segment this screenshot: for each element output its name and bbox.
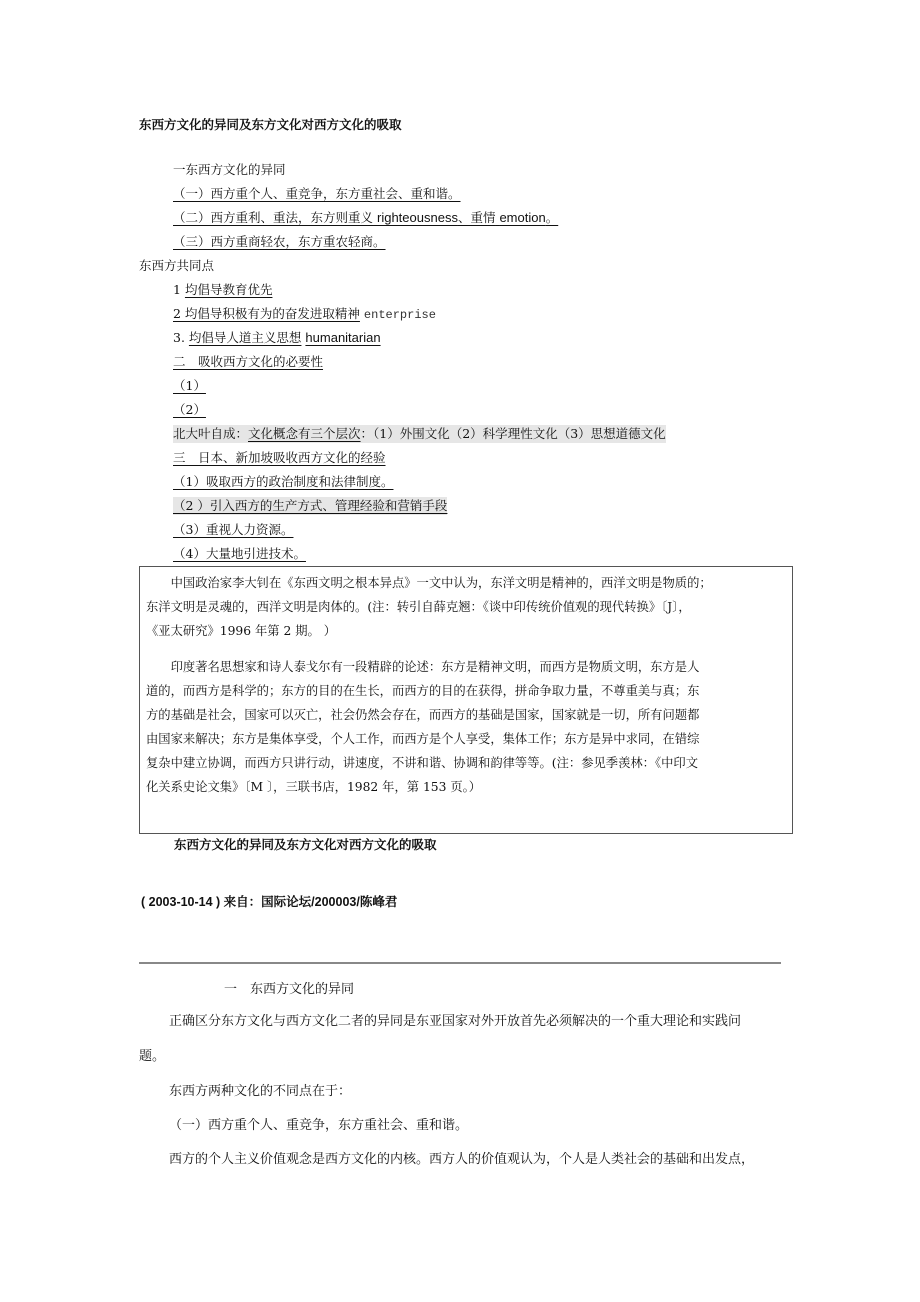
quote-line: 《亚太研究》1996 年第 2 期。 ） — [146, 624, 337, 638]
section-heading: 一 东西方文化的异同 — [224, 982, 355, 997]
quote-line: 印度著名思想家和诗人泰戈尔有一段精辟的论述：东方是精神文明，而西方是物质文明，东方是人 — [146, 660, 700, 674]
list-item: （二）西方重利、重法，东方则重义 righteousness、重情 emotion。 — [173, 210, 559, 225]
section-heading: 东西方共同点 — [139, 258, 215, 273]
list-item: （2） — [173, 402, 206, 417]
list-item: 3. 均倡导人道主义思想 humanitarian — [173, 330, 381, 345]
list-item: 1 均倡导教育优先 — [173, 282, 273, 297]
quote-line: 由国家来解决；东方是集体享受，个人工作，而西方是个人享受，集体工作；东方是异中求同，在错综 — [146, 732, 700, 746]
paragraph: 西方的个人主义价值观念是西方文化的内核。西方人的价值观认为，个人是人类社会的基础和出发点， — [169, 1152, 755, 1167]
quote-line: 中国政治家李大钊在《东西文明之根本异点》一文中认为，东洋文明是精神的，西洋文明是物质的； — [146, 576, 712, 590]
list-item: 2 均倡导积极有为的奋发进取精神 enterprise — [173, 306, 436, 322]
paragraph: （一）西方重个人、重竞争，东方重社会、重和谐。 — [169, 1118, 469, 1133]
divider — [139, 962, 781, 964]
list-item: （3）重视人力资源。 — [173, 522, 294, 537]
list-item: （1） — [173, 378, 206, 393]
quote-line: 东洋文明是灵魂的，西洋文明是肉体的。(注：转引自薛克翘：《谈中印传统价值观的现代转换》〔J〕， — [146, 600, 691, 614]
highlighted-line: 北大叶自成：文化概念有三个层次：（1）外围文化（2）科学理性文化（3）思想道德文化 — [173, 426, 666, 441]
paragraph: 题。 — [139, 1049, 166, 1064]
list-item: （4）大量地引进技术。 — [173, 546, 306, 561]
article-meta: ( 2003-10-14 ) 来自：国际论坛/200003/陈峰君 — [141, 895, 398, 909]
section-heading: 二 吸收西方文化的必要性 — [173, 354, 324, 369]
article-title: 东西方文化的异同及东方文化对西方文化的吸取 — [174, 837, 437, 852]
section-heading: 一东西方文化的异同 — [173, 162, 286, 177]
list-item: （一）西方重个人、重竞争，东方重社会、重和谐。 — [173, 186, 461, 201]
quote-box — [139, 566, 793, 834]
quote-line: 化关系史论文集》〔M 〕，三联书店，1982 年，第 153 页。） — [146, 780, 482, 794]
quote-line: 道的，而西方是科学的；东方的目的在生长，而西方的目的在获得，拼命争取力量，不尊重美与真；东 — [146, 684, 700, 698]
list-item: （三）西方重商轻农，东方重农轻商。 — [173, 234, 386, 249]
quote-line: 方的基础是社会，国家可以灭亡，社会仍然会存在，而西方的基础是国家，国家就是一切，所有问题都 — [146, 708, 700, 722]
list-item: （2 ）引入西方的生产方式、管理经验和营销手段 — [173, 498, 448, 513]
section-heading: 三 日本、新加坡吸收西方文化的经验 — [173, 450, 386, 465]
notes-title: 东西方文化的异同及东方文化对西方文化的吸取 — [139, 117, 402, 132]
paragraph: 正确区分东方文化与西方文化二者的异同是东亚国家对外开放首先必须解决的一个重大理论和实践问 — [169, 1014, 742, 1029]
paragraph: 东西方两种文化的不同点在于： — [169, 1084, 352, 1099]
list-item: （1）吸取西方的政治制度和法律制度。 — [173, 474, 394, 489]
quote-line: 复杂中建立协调，而西方只讲行动，讲速度，不讲和谐、协调和韵律等等。(注：参见季羡林：《中印文 — [146, 756, 699, 770]
